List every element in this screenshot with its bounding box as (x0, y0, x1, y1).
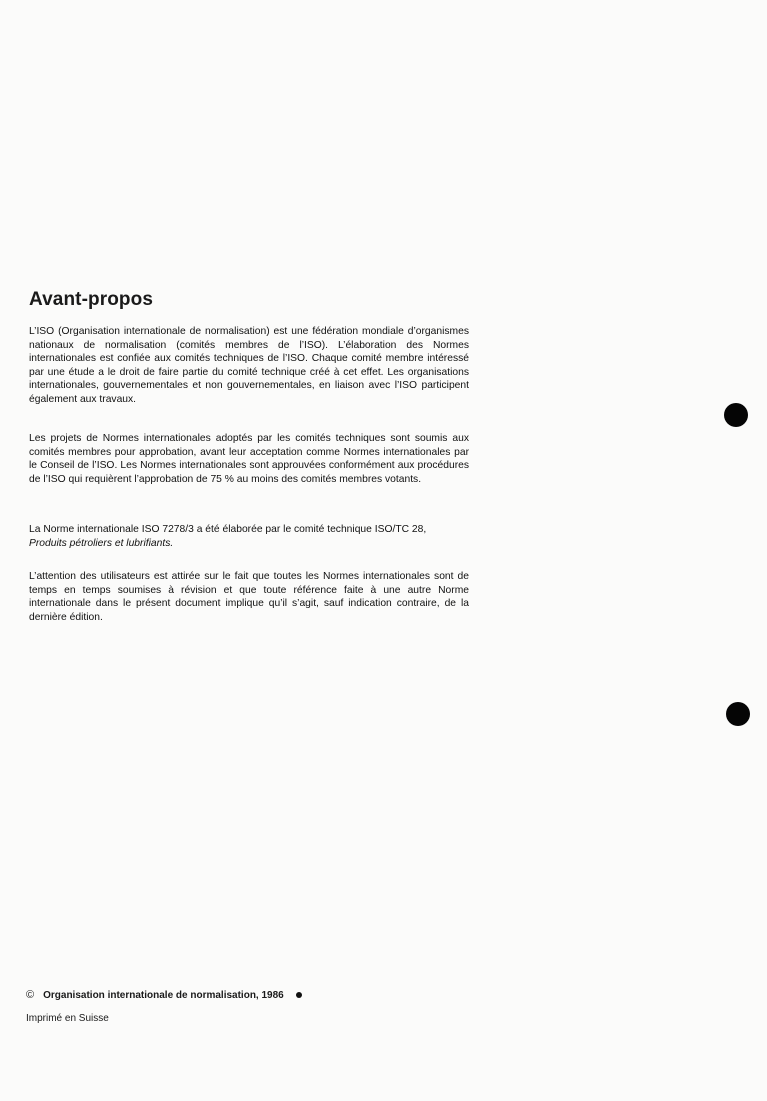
committee-name: Produits pétroliers et lubrifiants. (29, 537, 174, 549)
paragraph-revision-notice: L’attention des utilisateurs est attirée sur le fait que toutes les Normes internationales sont de temps en temps soumises à révision et que toute référence faite à une autre Norme internationale dans le présent document implique qu’il s’agit, sauf indication contraire, de la dernière édition. (29, 571, 469, 623)
bullet-icon (296, 992, 302, 998)
printed-in: Imprimé en Suisse (26, 1013, 109, 1024)
punch-hole-mark (726, 702, 750, 726)
copyright-symbol: © (26, 989, 35, 1001)
paragraph-approval: Les projets de Normes internationales adoptés par les comités techniques sont soumis aux comités membres pour approbation, avant leur acceptation comme Normes internationales par le Conseil de l’ISO. Les Normes internationales sont approuvées conformément aux procédures de l’ISO qui requièrent l’approbation de 75 % au moins des comités membres votants. (29, 433, 469, 485)
copyright-text: Organisation internationale de normalisation, 1986 (43, 989, 284, 1001)
committee-text: La Norme internationale ISO 7278/3 a été élaborée par le comité technique ISO/TC 28, (29, 524, 427, 535)
paragraph-iso-intro: L’ISO (Organisation internationale de normalisation) est une fédération mondiale d’organismes nationaux de normalisation (comités membres de l’ISO). L’élaboration des Normes internationales est confiée aux comités techniques de l’ISO. Chaque comité membre intéressé par une étude a le droit de faire partie du comité technique créé à cet effet. Les organisations internationales, gouvernementales et non gouvernementales, en liaison avec l’ISO participent également aux travaux. (29, 326, 469, 405)
page-title: Avant-propos (29, 289, 153, 310)
copyright-line (26, 989, 302, 1001)
punch-hole-mark (724, 403, 748, 427)
paragraph-committee (29, 523, 469, 550)
